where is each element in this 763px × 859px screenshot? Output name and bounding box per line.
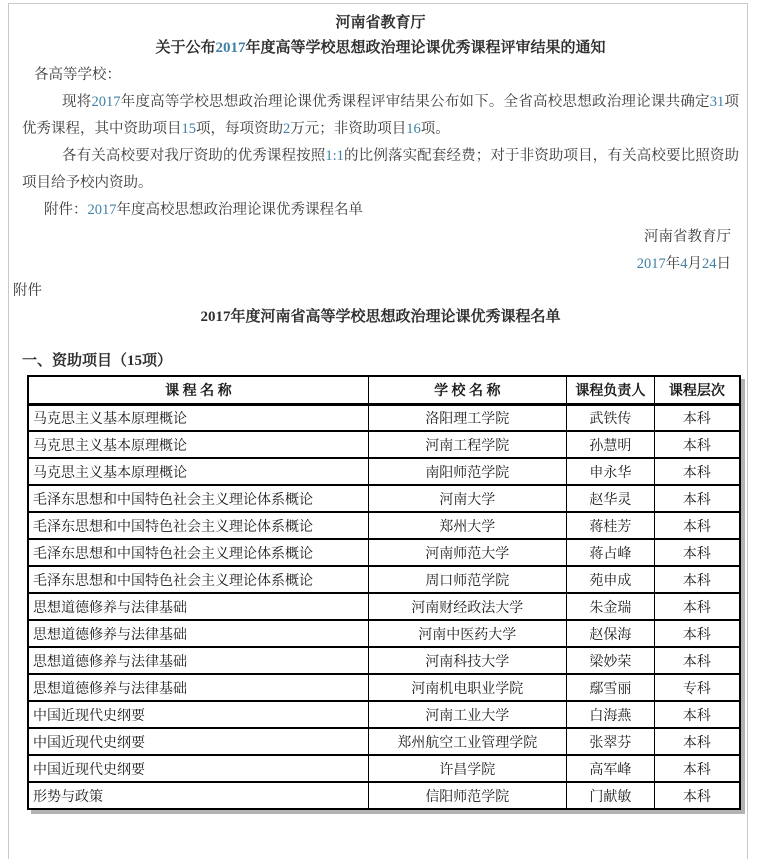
digit-highlight: 4: [680, 256, 688, 272]
table-cell-leader: 张翠芬: [566, 728, 654, 755]
table-row: [28, 539, 740, 566]
digit-highlight: 2017: [636, 256, 666, 272]
table-cell-school: 河南机电职业学院: [368, 674, 566, 701]
digit-highlight: 2017: [215, 40, 246, 56]
table-cell-leader: 鄢雪丽: [566, 674, 654, 701]
table-cell-school: 信阳师范学院: [368, 782, 566, 809]
table-cell-course: 思想道德修养与法律基础: [28, 593, 368, 620]
digit-highlight: 31: [709, 94, 725, 110]
table-cell-level: 本科: [654, 539, 740, 566]
table-cell-leader: 赵华灵: [566, 485, 654, 512]
table-row: [28, 566, 740, 593]
attachment-label: 附件: [13, 283, 42, 299]
table-row: [28, 458, 740, 485]
table-row: [28, 485, 740, 512]
table-cell-leader: 苑申成: [566, 566, 654, 593]
table-cell-level: 本科: [654, 782, 740, 809]
table-cell-school: 河南科技大学: [368, 647, 566, 674]
table-cell-school: 郑州大学: [368, 512, 566, 539]
digit-highlight: 24: [702, 256, 717, 272]
table-cell-leader: 高军峰: [566, 755, 654, 782]
table-cell-level: 本科: [654, 620, 740, 647]
table-cell-school: 河南中医药大学: [368, 620, 566, 647]
funded-courses-table: [27, 375, 741, 810]
table-cell-course: 思想道德修养与法律基础: [28, 620, 368, 647]
table-cell-level: 本科: [654, 701, 740, 728]
table-row: [28, 593, 740, 620]
table-cell-leader: 蒋占峰: [566, 539, 654, 566]
table-cell-course: 中国近现代史纲要: [28, 701, 368, 728]
table-cell-level: 本科: [654, 728, 740, 755]
table-row: [28, 647, 740, 674]
digit-highlight: 1:1: [325, 148, 344, 164]
table-cell-leader: 门献敏: [566, 782, 654, 809]
table-cell-school: 周口师范学院: [368, 566, 566, 593]
table-cell-leader: 赵保海: [566, 620, 654, 647]
table-cell-course: 思想道德修养与法律基础: [28, 647, 368, 674]
document-body: [9, 4, 747, 810]
paragraph-results: 现将2017年度高等学校思想政治理论课优秀课程评审结果公布如下。全省高校思想政治理论课共确定31项优秀课程，其中资助项目15项，每项资助2万元；非资助项目16项。: [22, 94, 740, 137]
table-row: [28, 512, 740, 539]
table-row: [28, 431, 740, 458]
table-cell-leader: 梁妙荣: [566, 647, 654, 674]
table-row: [28, 674, 740, 701]
digit-highlight: 2: [283, 121, 291, 137]
table-cell-school: 南阳师范学院: [368, 458, 566, 485]
table-header-cell-3: 课程层次: [654, 376, 740, 404]
table-cell-level: 本科: [654, 755, 740, 782]
attachment-title: 2017年度河南省高等学校思想政治理论课优秀课程名单: [200, 309, 561, 325]
issuing-org: 河南省教育厅: [335, 15, 426, 31]
signature-date: 2017年4月24日: [636, 256, 731, 272]
table-cell-course: 思想道德修养与法律基础: [28, 674, 368, 701]
digit-highlight: 16: [406, 121, 421, 137]
table-cell-course: 中国近现代史纲要: [28, 728, 368, 755]
table-cell-school: 郑州航空工业管理学院: [368, 728, 566, 755]
table-cell-level: 本科: [654, 431, 740, 458]
digit-highlight: 2017: [91, 94, 121, 110]
table-cell-leader: 申永华: [566, 458, 654, 485]
table-row: [28, 701, 740, 728]
table-row: [28, 755, 740, 782]
table-cell-level: 本科: [654, 593, 740, 620]
table-cell-leader: 孙慧明: [566, 431, 654, 458]
table-cell-school: 许昌学院: [368, 755, 566, 782]
table-header: [28, 376, 740, 404]
table-cell-course: 马克思主义基本原理概论: [28, 431, 368, 458]
table-row: [28, 404, 740, 431]
digit-highlight: 15: [181, 121, 196, 137]
table-cell-level: 本科: [654, 512, 740, 539]
table-cell-school: 河南师范大学: [368, 539, 566, 566]
table-cell-leader: 朱金瑞: [566, 593, 654, 620]
table-cell-course: 毛泽东思想和中国特色社会主义理论体系概论: [28, 566, 368, 593]
table-cell-level: 本科: [654, 458, 740, 485]
table-cell-course: 形势与政策: [28, 782, 368, 809]
table-cell-course: 毛泽东思想和中国特色社会主义理论体系概论: [28, 512, 368, 539]
table-body: [28, 404, 740, 809]
signature-org: 河南省教育厅: [644, 229, 731, 245]
table-cell-level: 本科: [654, 404, 740, 431]
table-cell-course: 马克思主义基本原理概论: [28, 404, 368, 431]
table-cell-course: 马克思主义基本原理概论: [28, 458, 368, 485]
table-cell-school: 河南工业大学: [368, 701, 566, 728]
table-cell-leader: 蒋桂芳: [566, 512, 654, 539]
table-cell-school: 河南大学: [368, 485, 566, 512]
document-frame: [8, 3, 748, 859]
section-funded-heading: 一、资助项目（15项）: [22, 353, 173, 369]
table-header-cell-0: 课 程 名 称: [28, 376, 368, 404]
table-header-row: [28, 376, 740, 404]
table-cell-leader: 白海燕: [566, 701, 654, 728]
attachment-reference: 附件：2017年度高校思想政治理论课优秀课程名单: [44, 202, 363, 218]
digit-highlight: 2017: [87, 202, 117, 218]
document-title: 关于公布2017年度高等学校思想政治理论课优秀课程评审结果的通知: [155, 40, 606, 56]
table-cell-level: 专科: [654, 674, 740, 701]
table-row: [28, 620, 740, 647]
table-cell-level: 本科: [654, 485, 740, 512]
table-row: [28, 728, 740, 755]
table-header-cell-2: 课程负责人: [566, 376, 654, 404]
table-row: [28, 782, 740, 809]
table-cell-course: 中国近现代史纲要: [28, 755, 368, 782]
table-cell-school: 洛阳理工学院: [368, 404, 566, 431]
table-cell-course: 毛泽东思想和中国特色社会主义理论体系概论: [28, 539, 368, 566]
table-cell-school: 河南工程学院: [368, 431, 566, 458]
table-cell-course: 毛泽东思想和中国特色社会主义理论体系概论: [28, 485, 368, 512]
paragraph-funding-requirement: 各有关高校要对我厅资助的优秀课程按照1:1的比例落实配套经费；对于非资助项目，有关高校要比照资助项目给予校内资助。: [22, 148, 740, 191]
table-cell-level: 本科: [654, 566, 740, 593]
table-cell-level: 本科: [654, 647, 740, 674]
table-cell-school: 河南财经政法大学: [368, 593, 566, 620]
salutation: 各高等学校：: [34, 67, 121, 83]
table-cell-leader: 武铁传: [566, 404, 654, 431]
table-header-cell-1: 学 校 名 称: [368, 376, 566, 404]
